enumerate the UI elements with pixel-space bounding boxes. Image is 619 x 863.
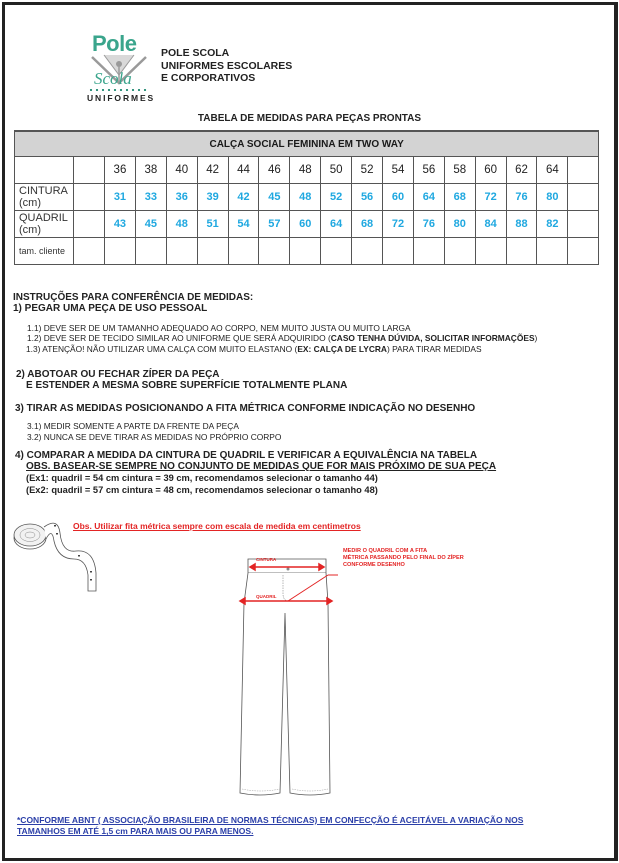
- size-label: 58: [444, 157, 475, 184]
- client-input-cell[interactable]: [506, 238, 537, 265]
- company-name: [161, 47, 292, 85]
- table-title: TABELA DE MEDIDAS PARA PEÇAS PRONTAS: [197, 113, 422, 124]
- step-1-1: 1.1) DEVE SER DE UM TAMANHO ADEQUADO AO CORPO, NEM MUITO JUSTA OU MUITO LARGA: [27, 323, 411, 333]
- measurement-value: 76: [506, 184, 537, 211]
- client-input-cell[interactable]: [135, 238, 166, 265]
- note-line: CONFORME DESENHO: [343, 562, 405, 568]
- step-1-3-text: 1.3) ATENÇÃO! NÃO UTILIZAR UMA CALÇA COM MUITO ELASTANO (: [26, 344, 298, 354]
- measurement-value: 39: [197, 184, 228, 211]
- empty-cell: [568, 184, 599, 211]
- measurement-value: 52: [321, 184, 352, 211]
- measurement-value: 68: [352, 211, 383, 238]
- step-1-2-bold: CASO TENHA DÚVIDA, SOLICITAR INFORMAÇÕES: [330, 333, 535, 343]
- row-label: CINTURA (cm): [15, 184, 74, 211]
- size-label: 36: [105, 157, 136, 184]
- size-label: 40: [166, 157, 197, 184]
- size-table: [14, 130, 599, 265]
- pants-diagram: [238, 553, 338, 813]
- step-1-3: [26, 344, 482, 355]
- measurement-value: 36: [166, 184, 197, 211]
- measurement-value: 54: [228, 211, 259, 238]
- table-subtitle: CALÇA SOCIAL FEMININA EM TWO WAY: [15, 131, 599, 157]
- client-input-cell[interactable]: [259, 238, 290, 265]
- logo-text-scola: Scola: [94, 69, 132, 88]
- size-label: 50: [321, 157, 352, 184]
- footer-line: *CONFORME ABNT ( ASSOCIAÇÃO BRASILEIRA DE NORMAS TÉCNICAS) EM CONFECÇÃO É ACEITÁVEL A VARIAÇÃO NOS: [17, 815, 524, 825]
- step-1-3-bold: EX: CALÇA DE LYCRA: [297, 344, 387, 354]
- step-4-obs: OBS. BASEAR-SE SEMPRE NO CONJUNTO DE MEDIDAS QUE FOR MAIS PRÓXIMO DE SUA PEÇA: [26, 461, 497, 472]
- measurement-value: 43: [105, 211, 136, 238]
- size-label: 38: [135, 157, 166, 184]
- step-1-3-close: ) PARA TIRAR MEDIDAS: [386, 344, 482, 354]
- size-header-row: [15, 157, 599, 184]
- empty-cell: [74, 157, 105, 184]
- empty-cell: [74, 211, 105, 238]
- measurement-value: 64: [321, 211, 352, 238]
- client-input-cell[interactable]: [568, 238, 599, 265]
- client-input-cell[interactable]: [321, 238, 352, 265]
- size-label: 48: [290, 157, 321, 184]
- measurement-value: 80: [444, 211, 475, 238]
- measurement-value: 60: [290, 211, 321, 238]
- step-2: 2) ABOTOAR OU FECHAR ZÍPER DA PEÇA: [16, 369, 220, 380]
- measurement-value: 56: [352, 184, 383, 211]
- client-input-cell[interactable]: [352, 238, 383, 265]
- measurement-value: 48: [166, 211, 197, 238]
- measurement-value: 72: [383, 211, 414, 238]
- client-input-cell[interactable]: [166, 238, 197, 265]
- measurement-value: 82: [537, 211, 568, 238]
- client-input-cell[interactable]: [74, 238, 105, 265]
- hip-measure-note: [343, 548, 464, 569]
- logo-text-pole: Pole: [92, 31, 137, 56]
- size-label: 46: [259, 157, 290, 184]
- measurement-value: 57: [259, 211, 290, 238]
- step-1: 1) PEGAR UMA PEÇA DE USO PESSOAL: [13, 303, 208, 314]
- step-1-2: [27, 333, 537, 344]
- measurement-value: 60: [383, 184, 414, 211]
- measurement-value: 68: [444, 184, 475, 211]
- client-input-cell[interactable]: [228, 238, 259, 265]
- step-1-2-text: 1.2) DEVE SER DE TECIDO SIMILAR AO UNIFORME QUE SERÁ ADQUIRIDO (: [27, 333, 331, 343]
- size-label: 56: [413, 157, 444, 184]
- measurement-value: 45: [135, 211, 166, 238]
- client-input-cell[interactable]: [290, 238, 321, 265]
- measurement-row: [15, 184, 599, 211]
- empty-cell: [74, 184, 105, 211]
- note-line: MÉTRICA PASSANDO PELO FINAL DO ZÍPER: [343, 555, 464, 561]
- company-line: UNIFORMES ESCOLARES: [161, 59, 293, 72]
- measurement-value: 64: [413, 184, 444, 211]
- example-2: (Ex2: quadril = 57 cm cintura = 48 cm, recomendamos selecionar o tamanho 48): [26, 485, 378, 495]
- client-input-cell[interactable]: [475, 238, 506, 265]
- logo-dots: [88, 89, 148, 91]
- measurement-value: 84: [475, 211, 506, 238]
- measurement-value: 48: [290, 184, 321, 211]
- client-input-cell[interactable]: [444, 238, 475, 265]
- abnt-footer-note: [17, 815, 602, 837]
- hip-label: QUADRIL: [256, 594, 277, 599]
- measurement-value: 33: [135, 184, 166, 211]
- row-label: QUADRIL (cm): [15, 211, 74, 238]
- pole-scola-logo: [86, 31, 156, 103]
- measurement-value: 88: [506, 211, 537, 238]
- waist-label: CINTURA: [256, 557, 277, 562]
- measurement-value: 72: [475, 184, 506, 211]
- instructions-heading: INSTRUÇÕES PARA CONFERÊNCIA DE MEDIDAS:: [13, 292, 254, 303]
- row-label: tam. cliente: [15, 238, 74, 265]
- measurement-value: 31: [105, 184, 136, 211]
- measurement-value: 76: [413, 211, 444, 238]
- step-4: 4) COMPARAR A MEDIDA DA CINTURA DE QUADRIL E VERIFICAR A EQUIVALÊNCIA NA TABELA: [15, 450, 478, 461]
- measurement-value: 45: [259, 184, 290, 211]
- example-1: (Ex1: quadril = 54 cm cintura = 39 cm, recomendamos selecionar o tamanho 44): [26, 473, 378, 483]
- client-size-row: [15, 238, 599, 265]
- step-1-2-close: ): [534, 333, 538, 343]
- size-label: 44: [228, 157, 259, 184]
- size-label: 54: [383, 157, 414, 184]
- client-input-cell[interactable]: [383, 238, 414, 265]
- measurement-row: [15, 211, 599, 238]
- footer-line: TAMANHOS EM ATÉ 1,5 cm PARA MAIS OU PARA MENOS.: [17, 826, 254, 836]
- measurement-value: 80: [537, 184, 568, 211]
- step-2-cont: E ESTENDER A MESMA SOBRE SUPERFÍCIE TOTALMENTE PLANA: [26, 380, 348, 391]
- company-line: POLE SCOLA: [161, 47, 230, 59]
- size-label: 42: [197, 157, 228, 184]
- empty-cell: [568, 211, 599, 238]
- note-line: MEDIR O QUADRIL COM A FITA: [343, 548, 428, 554]
- tape-note: Obs. Utilizar fita métrica sempre com escala de medida em centimetros: [73, 521, 361, 531]
- step-3: 3) TIRAR AS MEDIDAS POSICIONANDO A FITA MÉTRICA CONFORME INDICAÇÃO NO DESENHO: [15, 403, 476, 414]
- empty-cell: [568, 157, 599, 184]
- size-label: 52: [352, 157, 383, 184]
- company-line: E CORPORATIVOS: [161, 72, 256, 84]
- empty-cell: [15, 157, 74, 184]
- size-label: 60: [475, 157, 506, 184]
- client-input-cell[interactable]: [105, 238, 136, 265]
- client-input-cell[interactable]: [537, 238, 568, 265]
- measurement-value: 51: [197, 211, 228, 238]
- measurement-value: 42: [228, 184, 259, 211]
- client-input-cell[interactable]: [413, 238, 444, 265]
- size-label: 62: [506, 157, 537, 184]
- logo-tagline: UNIFORMES: [87, 93, 156, 103]
- step-3-1: 3.1) MEDIR SOMENTE A PARTE DA FRENTE DA PEÇA: [27, 421, 239, 431]
- size-label: 64: [537, 157, 568, 184]
- client-input-cell[interactable]: [197, 238, 228, 265]
- step-3-2: 3.2) NUNCA SE DEVE TIRAR AS MEDIDAS NO PRÓPRIO CORPO: [27, 432, 282, 442]
